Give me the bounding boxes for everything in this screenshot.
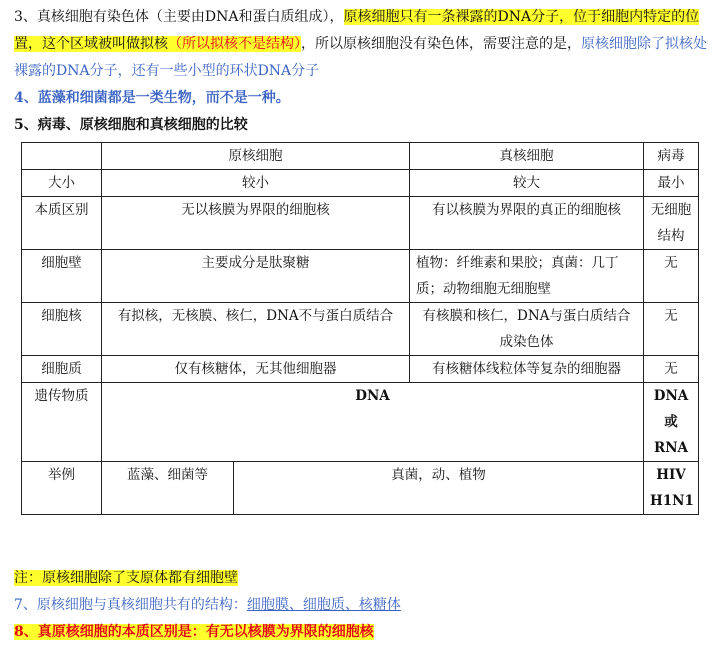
header-prokaryote: 原核细胞 bbox=[102, 143, 410, 170]
table-header-row bbox=[22, 143, 699, 170]
para8-highlight: 8、真原核细胞的本质区别是：有无以核膜为界限的细胞核 bbox=[14, 624, 374, 640]
row-label: 细胞质 bbox=[22, 356, 102, 383]
table-row bbox=[22, 170, 699, 197]
cell-eukaryote: 植物：纤维素和果胶；真菌：几丁质；动物细胞无细胞壁 bbox=[410, 250, 644, 303]
paragraph-4: 4、蓝藻和细菌都是一类生物，而不是一种。 bbox=[14, 90, 290, 106]
para3-part5-blue: 原核细胞除了拟核处裸露的DNA分子，还有一些小型的环状DNA分子 bbox=[14, 36, 707, 79]
cell-virus: 无 bbox=[644, 356, 699, 383]
cell-prokaryote: 仅有核糖体，无其他细胞器 bbox=[102, 356, 410, 383]
paragraph-8 bbox=[14, 619, 714, 646]
header-empty bbox=[22, 143, 102, 170]
note-line bbox=[14, 565, 714, 592]
table-row bbox=[22, 197, 699, 250]
cell-virus: 无细胞结构 bbox=[644, 197, 699, 250]
para7-part2-underlined: 细胞膜、细胞质、核糖体 bbox=[246, 597, 401, 613]
para3-part2-highlight: 原核细胞只有一条裸露的DNA分子，位于细胞内特定的位置，这个区域被叫做拟核 bbox=[14, 9, 700, 52]
cell-genetic-virus: DNA或RNA bbox=[644, 383, 699, 462]
cell-eukaryote: 较大 bbox=[410, 170, 644, 197]
cell-virus: 无 bbox=[644, 303, 699, 356]
row-label: 细胞核 bbox=[22, 303, 102, 356]
cell-prokaryote: 较小 bbox=[102, 170, 410, 197]
table-row bbox=[22, 250, 699, 303]
row-label: 举例 bbox=[22, 462, 102, 515]
para7-part1: 7、原核细胞与真核细胞共有的结构： bbox=[14, 597, 247, 613]
comparison-table bbox=[21, 142, 699, 515]
cell-example-eukaryote: 真菌，动、植物 bbox=[234, 462, 644, 515]
cell-prokaryote: 有拟核，无核膜、核仁，DNA不与蛋白质结合 bbox=[102, 303, 410, 356]
table-row-genetic bbox=[22, 383, 699, 462]
cell-eukaryote: 有核膜和核仁，DNA与蛋白质结合成染色体 bbox=[410, 303, 644, 356]
cell-example-virus: HIV H1N1 bbox=[644, 462, 699, 515]
row-label: 遗传物质 bbox=[22, 383, 102, 462]
table-row bbox=[22, 303, 699, 356]
row-label: 细胞壁 bbox=[22, 250, 102, 303]
header-virus: 病毒 bbox=[644, 143, 699, 170]
note-highlight: 注：原核细胞除了支原体都有细胞壁 bbox=[14, 570, 238, 586]
cell-eukaryote: 有以核膜为界限的真正的细胞核 bbox=[410, 197, 644, 250]
paragraph-5: 5、病毒、原核细胞和真核细胞的比较 bbox=[14, 117, 248, 133]
para3-part1: 3、真核细胞有染色体（主要由DNA和蛋白质组成）， bbox=[14, 9, 344, 25]
cell-eukaryote: 有核糖体线粒体等复杂的细胞器 bbox=[410, 356, 644, 383]
cell-virus: 最小 bbox=[644, 170, 699, 197]
paragraph-7 bbox=[14, 592, 714, 619]
row-label: 大小 bbox=[22, 170, 102, 197]
para3-part3-highlight-red: （所以拟核不是结构） bbox=[168, 36, 301, 52]
cell-virus: 无 bbox=[644, 250, 699, 303]
cell-prokaryote: 无以核膜为界限的细胞核 bbox=[102, 197, 410, 250]
cell-prokaryote: 主要成分是肽聚糖 bbox=[102, 250, 410, 303]
cell-example-prokaryote: 蓝藻、细菌等 bbox=[102, 462, 234, 515]
table-row bbox=[22, 356, 699, 383]
table-row-examples bbox=[22, 462, 699, 515]
cell-genetic-cells: DNA bbox=[102, 383, 644, 462]
header-eukaryote: 真核细胞 bbox=[410, 143, 644, 170]
row-label: 本质区别 bbox=[22, 197, 102, 250]
para3-part4: ，所以原核细胞没有染色体，需要注意的是， bbox=[301, 36, 581, 52]
paragraph-3 bbox=[14, 4, 714, 85]
